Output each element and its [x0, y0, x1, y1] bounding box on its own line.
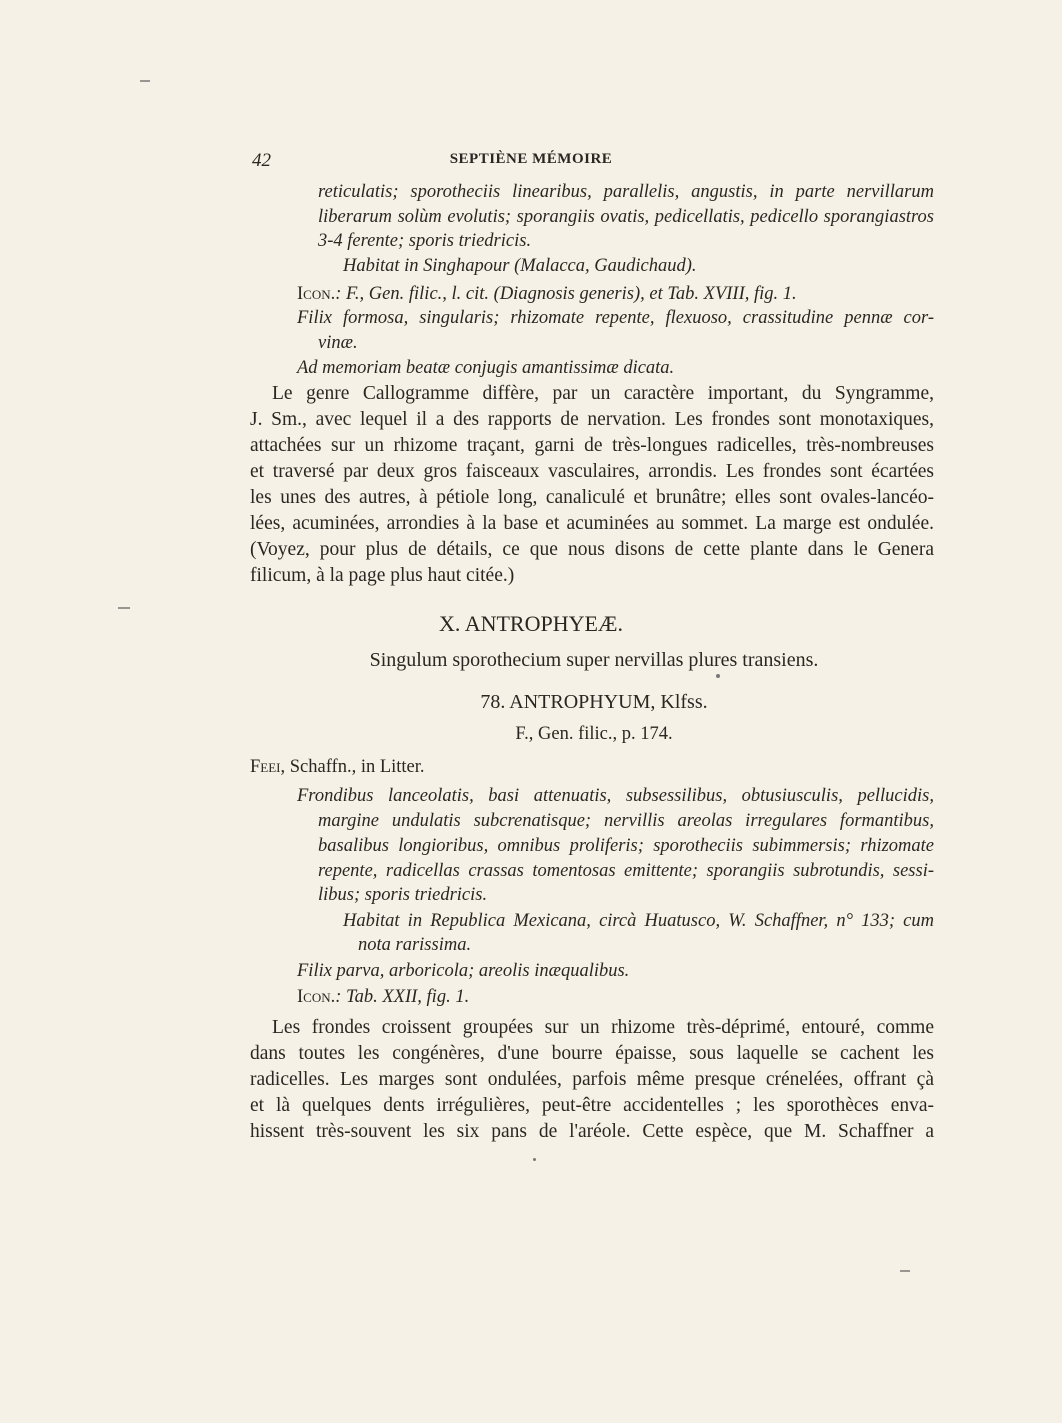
- body-line: filicum, à la page plus haut citée.): [250, 565, 515, 586]
- species-label: Feei: [250, 757, 281, 777]
- diagnosis-line: Frondibus lanceolatis, basi attenuatis, subsessilibus, obtusiusculis, pellucidis,: [297, 786, 934, 806]
- habitat-line: Habitat in Singhapour (Malacca, Gaudichaud).: [343, 256, 697, 276]
- body-line: les unes des autres, à pétiole long, canaliculé et brunâtre; elles sont ovales-lancéo-: [250, 487, 934, 508]
- margin-mark: [140, 80, 150, 82]
- body-line: dans toutes les congénères, d'une bourre épaisse, sous laquelle se cachent les: [250, 1043, 934, 1064]
- page-number: 42: [252, 150, 271, 171]
- diagnosis-line: liberarum solùm evolutis; sporangiis ovatis, pedicellatis, pedicello sporangiastros: [318, 207, 934, 227]
- species-name: [250, 755, 425, 779]
- diagnosis-line: libus; sporis triedricis.: [318, 885, 488, 905]
- habitat-line: Habitat in Republica Mexicana, circà Huatusco, W. Schaffner, n° 133; cum: [343, 911, 934, 931]
- body-line: et traversé par deux gros faisceaux vasculaires, arrondis. Les frondes sont écartées: [250, 461, 934, 482]
- body-line: attachées sur un rhizome traçant, garni de très-longues radicelles, très-nombreuses: [250, 435, 934, 456]
- filix-line: Filix parva, arboricola; areolis inæqualibus.: [297, 961, 630, 981]
- body-line: lées, acuminées, arrondies à la base et acuminées au sommet. La marge est ondulée.: [250, 513, 934, 534]
- icon-reference: [297, 282, 797, 306]
- genus-heading: 78. ANTROPHYUM, Klfss.: [480, 691, 708, 713]
- tribe-subheading: Singulum sporothecium super nervillas plures transiens.: [369, 649, 819, 671]
- margin-mark: [118, 607, 130, 609]
- body-line: Les frondes croissent groupées sur un rhizome très-déprimé, entouré, comme: [272, 1017, 934, 1038]
- filix-line: Filix formosa, singularis; rhizomate repente, flexuoso, crassitudine pennæ cor-: [297, 308, 934, 328]
- filix-line: vinæ.: [318, 333, 358, 353]
- diagnosis-line: repente, radicellas crassas tomentosas emittente; sporangiis subrotundis, sessi-: [318, 861, 934, 881]
- genus-reference: F., Gen. filic., p. 174.: [515, 724, 673, 744]
- dedication-line: Ad memoriam beatæ conjugis amantissimæ dicata.: [297, 358, 675, 378]
- ink-speck: [716, 674, 720, 678]
- icon-label: Icon.: [297, 284, 336, 304]
- icon-label: Icon.: [297, 987, 336, 1007]
- diagnosis-line: reticulatis; sporotheciis linearibus, parallelis, angustis, in parte nervillarum: [318, 182, 934, 202]
- diagnosis-line: margine undulatis subcrenatisque; nervillis areolas irregulares formantibus,: [318, 811, 934, 831]
- body-line: (Voyez, pour plus de détails, ce que nous disons de cette plante dans le Genera: [250, 539, 934, 560]
- diagnosis-line: 3-4 ferente; sporis triedricis.: [318, 231, 532, 251]
- body-line: Le genre Callogramme diffère, par un caractère important, du Syngramme,: [272, 383, 934, 404]
- body-line: hissent très-souvent les six pans de l'aréole. Cette espèce, que M. Schaffner a: [250, 1121, 934, 1142]
- icon-reference: [297, 985, 469, 1009]
- running-title: SEPTIÈNE MÉMOIRE: [449, 151, 613, 167]
- tribe-heading: X. ANTROPHYEÆ.: [439, 611, 623, 636]
- habitat-line: nota rarissima.: [358, 935, 472, 955]
- icon-text: : F., Gen. filic., l. cit. (Diagnosis generis), et Tab. XVIII, fig. 1.: [335, 284, 797, 304]
- icon-text: : Tab. XXII, fig. 1.: [335, 987, 470, 1007]
- margin-mark: [900, 1270, 910, 1272]
- diagnosis-line: basalibus longioribus, omnibus proliferis; sporotheciis subimmersis; rhizomate: [318, 836, 934, 856]
- body-line: J. Sm., avec lequel il a des rapports de nervation. Les frondes sont monotaxiques,: [250, 409, 934, 430]
- species-authority: , Schaffn., in Litter.: [280, 757, 425, 777]
- ink-speck: [533, 1158, 536, 1161]
- body-line: et là quelques dents irrégulières, peut-être accidentelles ; les sporothèces enva-: [250, 1095, 934, 1116]
- body-line: radicelles. Les marges sont ondulées, parfois même presque crénelées, offrant çà: [250, 1069, 934, 1090]
